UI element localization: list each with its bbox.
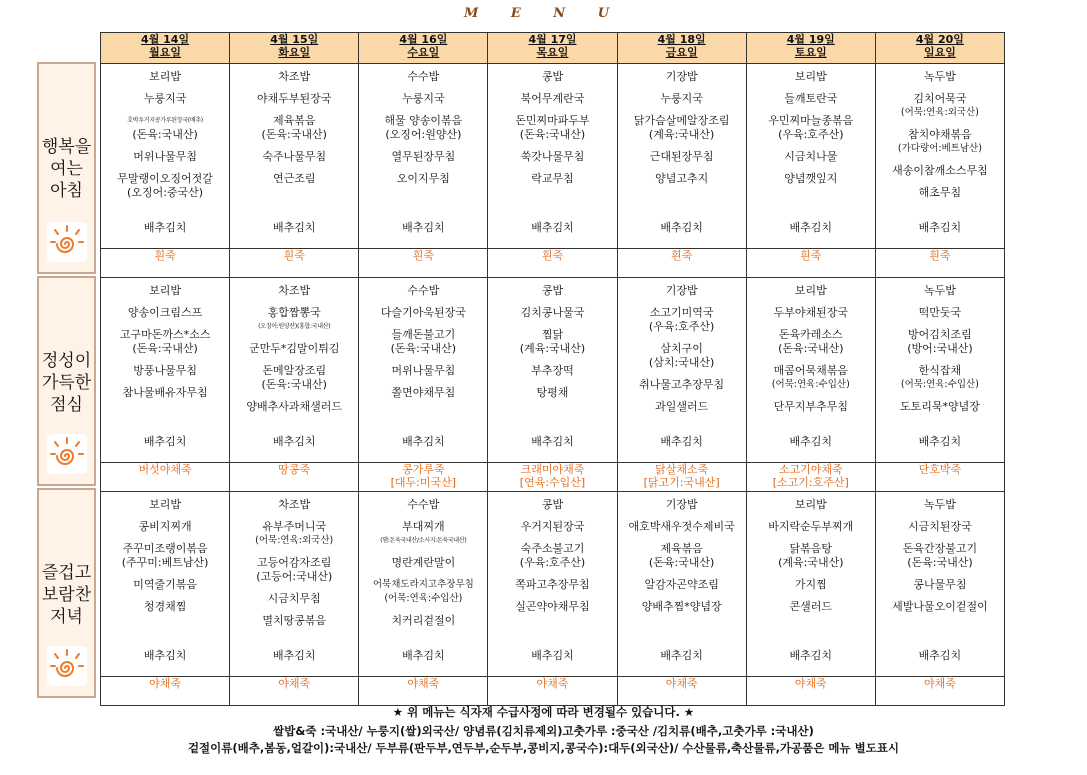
menu-item: 제육볶음 xyxy=(272,114,316,127)
menu-item: 세발나물오이겉절이 xyxy=(892,600,988,613)
breakfast-label-line: 여는 xyxy=(50,159,83,179)
menu-item: 방풍나물무침 xyxy=(133,364,197,377)
menu-item: 열무된장무침 xyxy=(391,150,456,163)
menu-item: 양념깻잎지 xyxy=(784,172,838,185)
menu-item: 양송이크림스프 xyxy=(127,306,203,319)
menu-item: 오이지무침 xyxy=(396,172,450,185)
menu-item: 해초무침 xyxy=(918,186,962,199)
porridge-name: 야채죽 xyxy=(923,677,956,690)
origin-note: (계육:국내산) xyxy=(778,556,844,569)
porridge-cell xyxy=(617,249,746,278)
sun-swirl-icon xyxy=(47,222,87,262)
breakfast-label-line: 아침 xyxy=(50,181,83,201)
menu-item: 녹두밥 xyxy=(923,498,956,511)
meal-cell xyxy=(746,64,875,249)
meal-label-breakfast xyxy=(37,62,96,274)
menu-item: 유부주머니국 xyxy=(262,520,327,533)
meal-cell xyxy=(230,64,359,249)
menu-item: 우민찌마늘종볶음 xyxy=(768,114,854,127)
menu-item: 소고기미역국 xyxy=(649,306,714,319)
origin-note: (우육:호주산) xyxy=(648,320,715,333)
porridge-origin: [대두:미국산] xyxy=(390,476,457,489)
menu-item: 제육볶음 xyxy=(660,542,703,555)
menu-item: 주꾸미조랭이볶음 xyxy=(122,542,208,555)
menu-item: 명란계란말이 xyxy=(391,556,456,569)
porridge-name: 야채죽 xyxy=(149,677,182,690)
porridge-cell xyxy=(488,677,617,706)
menu-item: 실곤약야채무침 xyxy=(515,600,590,613)
menu-item: 콩밥 xyxy=(541,498,564,511)
origin-note: (오징어:원양산) xyxy=(385,128,462,141)
menu-item: 돈육카레소스 xyxy=(778,328,843,341)
menu-item: 치커리겉절이 xyxy=(391,614,456,627)
menu-item: 참나물배유자무침 xyxy=(122,386,208,399)
menu-item: 미역줄기볶음 xyxy=(133,578,197,591)
origin-note: (오징어:중국산) xyxy=(127,186,204,199)
day-header xyxy=(488,33,617,64)
origin-note: (돈육:국내산) xyxy=(907,556,973,569)
menu-item: 배추김치 xyxy=(660,649,703,662)
menu-item: 차조밥 xyxy=(278,498,311,511)
menu-item: 부대찌개 xyxy=(402,520,445,533)
menu-item: 숙주나물무침 xyxy=(262,150,327,163)
origin-note: (어묵:연육:외국산) xyxy=(900,107,979,118)
menu-item: 배추김치 xyxy=(272,649,316,662)
menu-item: 닭가슴살메알장조림 xyxy=(633,114,730,127)
menu-item: 한식잡채 xyxy=(918,364,962,377)
origin-note: (돈육:국내산) xyxy=(390,342,457,355)
day-weekday: 월요일 xyxy=(149,46,182,59)
menu-item: 떡만둣국 xyxy=(918,306,962,319)
menu-item: 방어김치조림 xyxy=(908,328,972,341)
porridge-name: 흰죽 xyxy=(541,249,564,262)
porridge-name: 야채죽 xyxy=(407,677,440,690)
menu-item: 돈메알장조림 xyxy=(262,364,327,377)
menu-item: 배추김치 xyxy=(918,435,962,448)
day-date: 4월 15일 xyxy=(270,33,319,46)
menu-item: 기장밥 xyxy=(665,498,698,511)
menu-item: 배추김치 xyxy=(918,649,962,662)
origin-note: (돈육:국내산) xyxy=(132,342,198,355)
menu-item: 단무지부추무침 xyxy=(773,400,848,413)
menu-item: 야채두부된장국 xyxy=(257,92,332,105)
menu-item: 시금치나물 xyxy=(784,150,838,163)
meal-cell xyxy=(746,278,875,463)
menu-title: M E N U xyxy=(463,6,624,21)
menu-item: 기장밥 xyxy=(665,70,698,83)
origin-note: (우육:호주산) xyxy=(519,556,586,569)
origin-note: (어묵:연육:수입산) xyxy=(900,379,979,390)
breakfast-row xyxy=(101,64,1005,249)
menu-item: 시금치무침 xyxy=(267,592,321,605)
menu-item: 배추김치 xyxy=(143,435,187,448)
lunch-row xyxy=(101,278,1005,463)
menu-item: 어묵채도라지고추장무침 xyxy=(372,579,474,590)
porridge-name: 흰죽 xyxy=(412,249,434,262)
day-header xyxy=(230,33,359,64)
porridge-cell xyxy=(488,249,617,278)
menu-item: 취나물고추장무침 xyxy=(639,378,725,391)
breakfast-porridge-row xyxy=(101,249,1005,278)
menu-item: 연근조림 xyxy=(272,172,316,185)
origin-note: (돈육:국내산) xyxy=(778,342,844,355)
menu-item: 녹두밥 xyxy=(923,284,956,297)
dinner-row xyxy=(101,492,1005,677)
menu-item: 배추김치 xyxy=(789,435,833,448)
day-date: 4월 16일 xyxy=(399,33,448,46)
menu-item: 배추김치 xyxy=(918,221,962,234)
menu-item: 찜닭 xyxy=(541,328,564,341)
porridge-cell xyxy=(875,249,1004,278)
dinner-label xyxy=(39,562,94,628)
porridge-cell xyxy=(746,463,875,492)
menu-item: 머위나물무침 xyxy=(391,364,456,377)
day-date: 4월 18일 xyxy=(657,33,706,46)
day-date: 4월 14일 xyxy=(141,33,190,46)
porridge-name: 단호박죽 xyxy=(918,463,962,476)
porridge-name: 흰죽 xyxy=(929,249,951,262)
menu-item: 배추김치 xyxy=(660,221,703,234)
meal-label-lunch xyxy=(37,276,96,486)
menu-item: 배추김치 xyxy=(660,435,703,448)
menu-item: 누룽지국 xyxy=(402,92,445,105)
menu-item: 무말랭이오징어젓갈 xyxy=(117,172,213,185)
menu-item: 수수밥 xyxy=(407,284,440,297)
menu-item: 참치야채볶음 xyxy=(908,128,972,141)
menu-item: 양념고추지 xyxy=(655,172,709,185)
day-header-row xyxy=(101,33,1005,64)
sun-swirl-icon xyxy=(47,434,87,474)
porridge-cell xyxy=(230,249,359,278)
origin-note: (우육:호주산) xyxy=(778,128,844,141)
porridge-origin: [연육:수입산] xyxy=(519,476,586,489)
meal-cell xyxy=(359,278,488,463)
dinner-porridge-row xyxy=(101,677,1005,706)
day-header xyxy=(875,33,1004,64)
meal-cell xyxy=(875,492,1004,677)
menu-item: 차조밥 xyxy=(278,284,311,297)
meal-cell xyxy=(875,64,1004,249)
menu-item: 배추김치 xyxy=(789,649,833,662)
menu-item: 가지찜 xyxy=(794,578,827,591)
origin-note: (돈육:국내산) xyxy=(261,128,327,141)
menu-item: 배추김치 xyxy=(272,435,316,448)
day-date: 4월 17일 xyxy=(528,33,577,46)
origin-note: (계육:국내산) xyxy=(648,128,715,141)
menu-item: 도토리묵*양념장 xyxy=(899,400,980,413)
day-weekday: 목요일 xyxy=(536,46,569,59)
menu-item: 보리밥 xyxy=(149,70,182,83)
porridge-cell xyxy=(617,463,746,492)
menu-item: 콩비지찌개 xyxy=(138,520,192,533)
meal-cell xyxy=(488,278,617,463)
origin-note: (가다랑어:베트남산) xyxy=(897,143,982,154)
lunch-label-line: 가득한 xyxy=(41,373,92,393)
meal-cell xyxy=(359,64,488,249)
day-weekday: 토요일 xyxy=(794,46,827,59)
menu-item: 멸치땅콩볶음 xyxy=(262,614,327,627)
porridge-name: 흰죽 xyxy=(800,249,822,262)
porridge-name: 야채죽 xyxy=(665,677,698,690)
menu-item: 배추김치 xyxy=(531,221,574,234)
menu-item: 수수밥 xyxy=(407,70,440,83)
porridge-name: 흰죽 xyxy=(283,249,305,262)
menu-item: 머위나물무침 xyxy=(133,150,197,163)
menu-table xyxy=(100,32,1005,706)
origin-note: (어묵:연육:수입산) xyxy=(771,379,850,390)
origin-note: (오징어:원양산)(홍합:국내산) xyxy=(258,323,331,330)
menu-item: 쪽파고추장무침 xyxy=(515,578,590,591)
meal-cell xyxy=(101,492,230,677)
porridge-name: 소고기야채죽 xyxy=(778,463,843,476)
porridge-cell xyxy=(617,677,746,706)
menu-item: 배추김치 xyxy=(402,435,445,448)
porridge-cell xyxy=(359,677,488,706)
origin-note: (햄:돈육국내산/소시지:돈육국내산) xyxy=(380,537,467,544)
menu-item: 배추김치 xyxy=(531,435,574,448)
meal-cell xyxy=(488,492,617,677)
day-date: 4월 20일 xyxy=(915,33,964,46)
menu-item: 매콤어묵채볶음 xyxy=(773,364,848,377)
day-date: 4월 19일 xyxy=(786,33,835,46)
menu-item: 배추김치 xyxy=(402,221,445,234)
menu-item: 쫄면야채무침 xyxy=(391,386,456,399)
porridge-cell xyxy=(746,677,875,706)
meal-cell xyxy=(617,64,746,249)
menu-item: 보리밥 xyxy=(149,498,182,511)
menu-item: 고구마돈까스*소스 xyxy=(119,328,211,341)
porridge-name: 야채죽 xyxy=(536,677,569,690)
meal-cell xyxy=(875,278,1004,463)
menu-item: 북어무계란국 xyxy=(520,92,585,105)
menu-item: 보리밥 xyxy=(794,284,827,297)
porridge-name: 야채죽 xyxy=(794,677,827,690)
origin-note: (주꾸미:베트남산) xyxy=(121,556,209,569)
menu-item: 양배추사과채샐러드 xyxy=(246,400,343,413)
menu-item: 보리밥 xyxy=(794,70,827,83)
menu-item: 쑥갓나물무침 xyxy=(520,150,585,163)
porridge-name: 야채죽 xyxy=(278,677,311,690)
menu-item: 호박우거지콩가루된장국(배추) xyxy=(127,117,203,124)
day-header xyxy=(359,33,488,64)
origin-note: (삼치:국내산) xyxy=(648,356,715,369)
lunch-label-line: 정성이 xyxy=(41,351,92,371)
origin-note: (돈육:국내산) xyxy=(132,128,198,141)
menu-item: 배추김치 xyxy=(531,649,574,662)
porridge-cell xyxy=(230,677,359,706)
porridge-cell xyxy=(875,677,1004,706)
porridge-cell xyxy=(359,463,488,492)
breakfast-label-line: 행복을 xyxy=(41,137,92,157)
porridge-cell xyxy=(101,463,230,492)
menu-item: 과일샐러드 xyxy=(655,400,709,413)
menu-item: 콘샐러드 xyxy=(789,600,833,613)
menu-item: 락교무침 xyxy=(531,172,574,185)
origin-note: (돈육:국내산) xyxy=(261,378,327,391)
porridge-name: 땅콩죽 xyxy=(278,463,311,476)
day-header xyxy=(746,33,875,64)
menu-item: 홍합짬뽕국 xyxy=(267,306,321,319)
menu-item: 숙주소불고기 xyxy=(520,542,585,555)
day-weekday: 금요일 xyxy=(665,46,698,59)
menu-item: 콩나물무침 xyxy=(913,578,967,591)
porridge-name: 닭살채소죽 xyxy=(655,463,709,476)
meal-label-dinner xyxy=(37,488,96,698)
origin-note: (돈육:국내산) xyxy=(648,556,715,569)
day-weekday: 일요일 xyxy=(923,46,956,59)
meal-cell xyxy=(359,492,488,677)
breakfast-label xyxy=(39,136,94,202)
meal-cell xyxy=(617,278,746,463)
day-header xyxy=(101,33,230,64)
menu-item: 들깨돈불고기 xyxy=(391,328,456,341)
menu-item: 삼치구이 xyxy=(660,342,703,355)
dinner-label-line: 저녁 xyxy=(50,607,83,627)
menu-item: 돈육간장불고기 xyxy=(902,542,978,555)
menu-item: 배추김치 xyxy=(402,649,445,662)
menu-item: 누룽지국 xyxy=(143,92,187,105)
day-weekday: 수요일 xyxy=(407,46,440,59)
dinner-label-line: 즐겁고 xyxy=(41,563,92,583)
menu-item: 배추김치 xyxy=(143,221,187,234)
origin-note: (어묵:연육:외국산) xyxy=(255,535,334,546)
menu-item: 해물 양송이볶음 xyxy=(384,114,463,127)
menu-item: 청경채찜 xyxy=(143,600,187,613)
menu-item: 시금치된장국 xyxy=(908,520,972,533)
menu-item: 들깨토란국 xyxy=(784,92,838,105)
meal-cell xyxy=(101,64,230,249)
menu-item: 탕평채 xyxy=(536,386,569,399)
menu-item: 차조밥 xyxy=(278,70,311,83)
porridge-cell xyxy=(230,463,359,492)
porridge-cell xyxy=(101,677,230,706)
origin-note: (돈육:국내산) xyxy=(519,128,586,141)
menu-item: 배추김치 xyxy=(143,649,187,662)
menu-item: 고등어감자조림 xyxy=(257,556,332,569)
porridge-name: 흰죽 xyxy=(154,249,176,262)
porridge-cell xyxy=(875,463,1004,492)
menu-item: 돈민찌마파두부 xyxy=(515,114,590,127)
porridge-cell xyxy=(359,249,488,278)
menu-item: 배추김치 xyxy=(789,221,833,234)
porridge-cell xyxy=(101,249,230,278)
origin-note: (어묵:연육:수입산) xyxy=(384,593,463,604)
menu-item: 양배추찜*양념장 xyxy=(641,600,722,613)
menu-item: 다슬기아욱된장국 xyxy=(380,306,466,319)
menu-item: 수수밥 xyxy=(407,498,440,511)
menu-item: 김치콩나물국 xyxy=(520,306,585,319)
lunch-label xyxy=(39,350,94,416)
menu-item: 콩밥 xyxy=(541,70,564,83)
porridge-origin: [닭고기:국내산] xyxy=(643,476,720,489)
porridge-name: 버섯야채죽 xyxy=(138,463,192,476)
menu-item: 두부야채된장국 xyxy=(773,306,848,319)
porridge-name: 크래미야채죽 xyxy=(520,463,585,476)
porridge-name: 흰죽 xyxy=(671,249,693,262)
menu-item: 우거지된장국 xyxy=(520,520,585,533)
origin-note: (계육:국내산) xyxy=(519,342,586,355)
meal-cell xyxy=(617,492,746,677)
origin-note: (고등어:국내산) xyxy=(256,570,333,583)
porridge-origin: [소고기:호주산] xyxy=(772,476,849,489)
sun-swirl-icon xyxy=(47,646,87,686)
menu-item: 부추장떡 xyxy=(531,364,574,377)
lunch-label-line: 점심 xyxy=(50,395,83,415)
meal-cell xyxy=(488,64,617,249)
porridge-cell xyxy=(488,463,617,492)
menu-item: 닭볶음탕 xyxy=(789,542,833,555)
notice-text: ★ 위 메뉴는 식자재 수급사정에 따라 변경될수 있습니다. ★ xyxy=(392,705,695,719)
menu-item: 콩밥 xyxy=(541,284,564,297)
day-weekday: 화요일 xyxy=(278,46,311,59)
menu-item: 누룽지국 xyxy=(660,92,703,105)
dinner-label-line: 보람찬 xyxy=(41,585,92,605)
menu-item: 애호박새우젓수제비국 xyxy=(628,520,735,533)
porridge-name: 콩가루죽 xyxy=(402,463,445,476)
menu-item: 바지락순두부찌개 xyxy=(768,520,854,533)
menu-item: 보리밥 xyxy=(149,284,182,297)
origin-note-1: 쌀밥&죽 :국내산/ 누룽지(쌀)외국산/ 양념류(김치류제외)고춧가루 :중국산 /김치류(배추,고춧가루 :국내산) xyxy=(273,724,814,738)
menu-item: 새송이참깨소스무침 xyxy=(892,164,988,177)
porridge-cell xyxy=(746,249,875,278)
menu-item: 녹두밥 xyxy=(923,70,956,83)
meal-cell xyxy=(230,278,359,463)
origin-note: (방어:국내산) xyxy=(907,342,973,355)
menu-item: 김치어묵국 xyxy=(913,92,967,105)
menu-item: 알감자곤약조림 xyxy=(644,578,719,591)
menu-item: 근대된장무침 xyxy=(649,150,714,163)
menu-item: 배추김치 xyxy=(272,221,316,234)
lunch-porridge-row xyxy=(101,463,1005,492)
meal-cell xyxy=(101,278,230,463)
origin-note-2: 겉절이류(배추,봄동,얼갈이):국내산/ 두부류(판두부,연두부,순두부,콩비지,콩국수):대두(외국산)/ 수산물류,축산물류,가공품은 메뉴 별도표시 xyxy=(187,741,900,755)
menu-item: 기장밥 xyxy=(665,284,698,297)
meal-cell xyxy=(230,492,359,677)
menu-item: 군만두*김말이튀김 xyxy=(248,342,340,355)
meal-cell xyxy=(746,492,875,677)
menu-item: 보리밥 xyxy=(794,498,827,511)
day-header xyxy=(617,33,746,64)
